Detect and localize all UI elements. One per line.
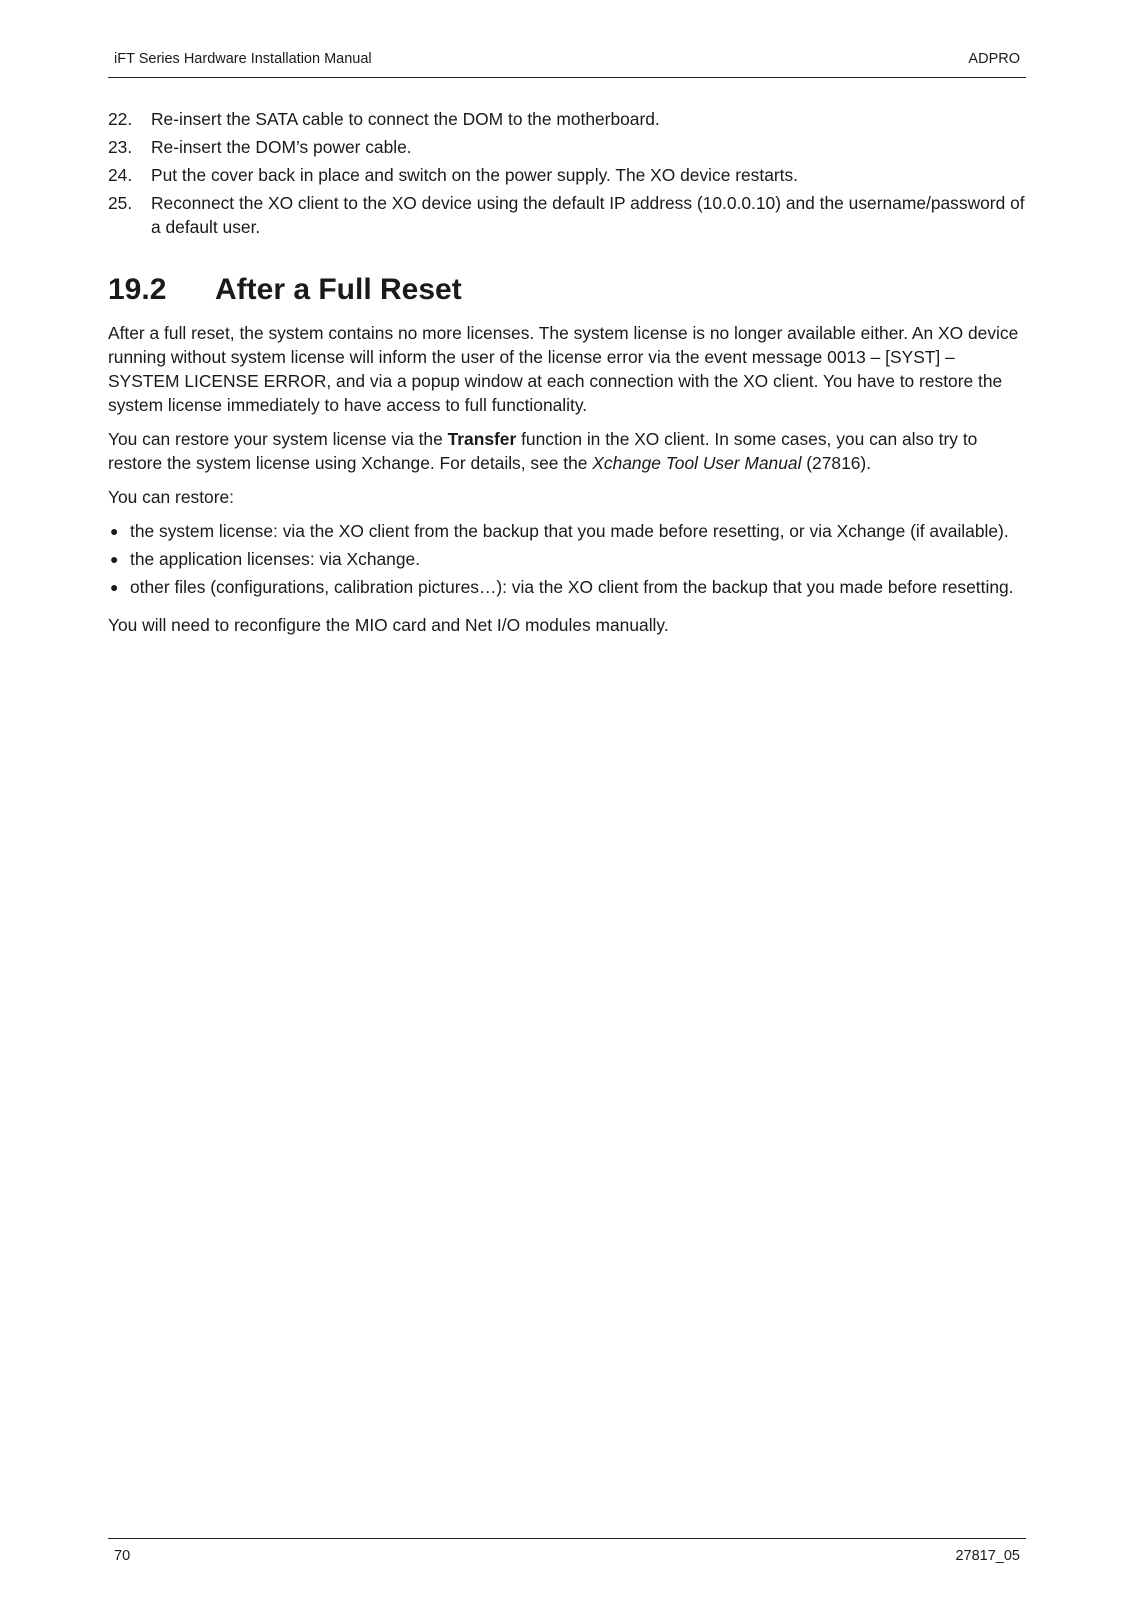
bullet-icon: ●: [110, 579, 119, 595]
transfer-term: Transfer: [447, 429, 517, 449]
list-item: [108, 547, 1026, 571]
manual-reference: Xchange Tool User Manual: [592, 453, 802, 473]
restore-list: [108, 519, 1026, 599]
step-item: [108, 163, 1026, 187]
list-item-text: the application licenses: via Xchange.: [130, 549, 421, 569]
page-header: [108, 51, 1026, 78]
step-number: 25.: [108, 193, 133, 213]
step-number: 23.: [108, 137, 133, 157]
paragraph-reconfigure: You will need to reconfigure the MIO card and Net I/O modules manually.: [108, 615, 669, 635]
step-item: [108, 107, 1026, 131]
text-run: You can restore your system license via the: [108, 429, 448, 449]
list-item: [108, 519, 1026, 543]
section-title: After a Full Reset: [215, 273, 462, 306]
step-item: [108, 191, 1026, 239]
manual-title: iFT Series Hardware Installation Manual: [114, 51, 372, 67]
bullet-icon: ●: [110, 551, 119, 567]
page-footer: [108, 1538, 1026, 1564]
step-text: Reconnect the XO client to the XO device using the default IP address (10.0.0.10) and the username/password of a default user.: [151, 193, 1025, 237]
step-text: Re-insert the SATA cable to connect the DOM to the motherboard.: [151, 109, 660, 129]
paragraph-restore-intro: You can restore:: [108, 487, 235, 507]
brand-name: ADPRO: [968, 51, 1020, 67]
document-page: [108, 0, 1026, 1600]
paragraph-restore-method: [108, 427, 1026, 475]
section-heading: [108, 272, 462, 308]
text-run: function in the XO client. In some cases, you can also try to restore the system license using Xchange. For details, see the: [108, 429, 978, 473]
step-text: Re-insert the DOM’s power cable.: [151, 137, 412, 157]
section-number: 19.2: [108, 273, 167, 306]
text-run: (27816).: [801, 453, 872, 473]
list-item-text: the system license: via the XO client from the backup that you made before resetting, or via Xchange (if available).: [130, 521, 1009, 541]
document-id: 27817_05: [955, 1548, 1020, 1564]
procedure-steps: [108, 107, 1026, 243]
page-number: 70: [114, 1548, 131, 1564]
bullet-icon: ●: [110, 523, 119, 539]
step-number: 24.: [108, 165, 133, 185]
step-text: Put the cover back in place and switch on the power supply. The XO device restarts.: [151, 165, 799, 185]
paragraph-license-info: After a full reset, the system contains no more licenses. The system license is no longer available either. An XO device running without system license will inform the user of the license error via the event message 0013 – [SYST] – SYSTEM LICENSE ERROR, and via a popup window at each connection with the XO client. You have to restore the system license immediately to have access to full functionality.: [108, 323, 1019, 415]
step-number: 22.: [108, 109, 133, 129]
section-body: [108, 321, 1026, 647]
list-item: [108, 575, 1026, 599]
list-item-text: other files (configurations, calibration pictures…): via the XO client from the backup that you made before resetting.: [130, 577, 1014, 597]
step-item: [108, 135, 1026, 159]
